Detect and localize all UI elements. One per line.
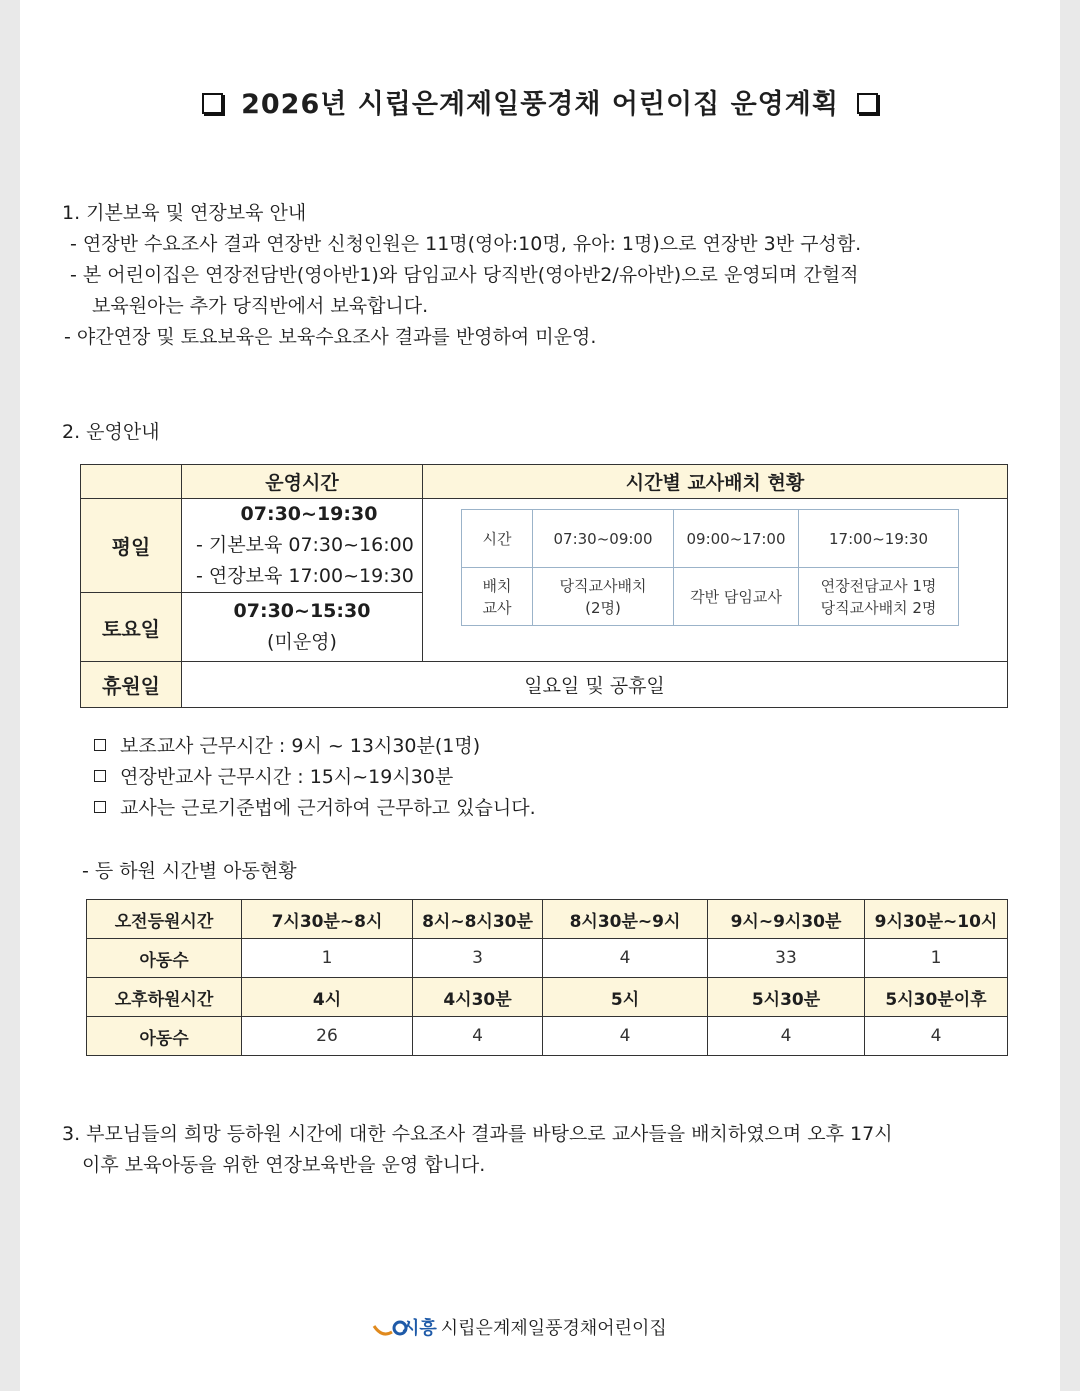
staff-cell [423,499,1008,662]
corner-cell [81,465,182,499]
kids-heading: - 등 하원 시간별 아동현황 [82,860,297,882]
pm-count: 4 [543,1017,708,1056]
holiday-value: 일요일 및 공휴일 [182,662,1008,708]
pm-time: 4시30분 [413,978,543,1017]
pm-count: 4 [413,1017,543,1056]
staff-slot: 17:00~19:30 [799,510,959,568]
attendance-table [86,899,1008,1056]
am-time: 9시~9시30분 [708,900,865,939]
staff-slot1-assign: 당직교사배치 (2명) [533,568,674,626]
am-time: 7시30분~8시 [242,900,413,939]
row-label-holiday: 휴원일 [81,662,182,708]
section3-line: 3. 부모님들의 희망 등하원 시간에 대한 수요조사 결과를 바탕으로 교사들을 배치하였으며 오후 17시 [62,1123,893,1145]
city-logo: 시흥 [372,1314,437,1340]
pm-time: 5시30분이후 [865,978,1008,1017]
section2-heading: 2. 운영안내 [62,421,160,443]
pm-count: 4 [865,1017,1008,1056]
note-item: 교사는 근로기준법에 근거하여 근무하고 있습니다. [94,793,536,820]
am-time: 8시30분~9시 [543,900,708,939]
pm-time: 4시 [242,978,413,1017]
am-count: 33 [708,939,865,978]
row-label-weekday: 평일 [81,499,182,593]
section1-heading: 1. 기본보육 및 연장보육 안내 [62,202,307,224]
staff-slot2-assign: 각반 담임교사 [674,568,799,626]
bullet-box-icon [94,801,106,813]
am-time: 8시~8시30분 [413,900,543,939]
col-header-staff: 시간별 교사배치 현황 [423,465,1008,499]
pm-label: 오후하원시간 [87,978,242,1017]
pm-count: 26 [242,1017,413,1056]
am-count: 1 [242,939,413,978]
bullet-box-icon [94,739,106,751]
staff-slot3-assign: 연장전담교사 1명 당직교사배치 2명 [799,568,959,626]
bullet-box-icon [94,770,106,782]
am-count: 3 [413,939,543,978]
document-page [20,0,1060,1391]
note-item: 보조교사 근무시간 : 9시 ~ 13시30분(1명) [94,731,480,758]
pm-count: 4 [708,1017,865,1056]
weekday-extended: - 연장보육 17:00~19:30 [196,565,414,587]
operation-table [80,464,1008,708]
saturday-note: (미운영) [267,631,337,653]
weekday-hours: 07:30~19:30 [240,503,378,525]
am-count: 1 [865,939,1008,978]
page-title: 2026년 시립은계제일풍경채 어린이집 운영계획 [20,82,1060,121]
saturday-hours-cell [182,593,423,662]
footer [372,1314,667,1340]
count-label: 아동수 [87,1017,242,1056]
note-item: 연장반교사 근무시간 : 15시~19시30분 [94,762,453,789]
am-count: 4 [543,939,708,978]
section3-line: 이후 보육아동을 위한 연장보육반을 운영 합니다. [82,1154,486,1176]
saturday-hours: 07:30~15:30 [233,600,371,622]
footer-name: 시립은계제일풍경채어린이집 [440,1318,667,1339]
staff-teacher-label: 배치 교사 [462,568,533,626]
row-label-saturday: 토요일 [81,593,182,662]
staff-slot: 09:00~17:00 [674,510,799,568]
checkbox-square-icon [202,93,223,114]
checkbox-square-icon [857,93,878,114]
staff-table [461,509,959,626]
am-time: 9시30분~10시 [865,900,1008,939]
am-label: 오전등원시간 [87,900,242,939]
col-header-hours: 운영시간 [182,465,423,499]
weekday-basic: - 기본보육 07:30~16:00 [196,534,414,556]
section1-line: - 본 어린이집은 연장전담반(영아반1)와 담임교사 당직반(영아반2/유아반)으로 운영되며 간헐적 [70,264,859,286]
staff-slot: 07:30~09:00 [533,510,674,568]
section1-line: 보육원아는 추가 당직반에서 보육합니다. [92,295,429,317]
pm-time: 5시30분 [708,978,865,1017]
staff-time-label: 시간 [462,510,533,568]
count-label: 아동수 [87,939,242,978]
pm-time: 5시 [543,978,708,1017]
section1-line: - 연장반 수요조사 결과 연장반 신청인원은 11명(영아:10명, 유아: 1명)으로 연장반 3반 구성함. [70,233,862,255]
weekday-hours-cell [182,499,423,593]
section1-line: - 야간연장 및 토요보육은 보육수요조사 결과를 반영하여 미운영. [64,326,597,348]
